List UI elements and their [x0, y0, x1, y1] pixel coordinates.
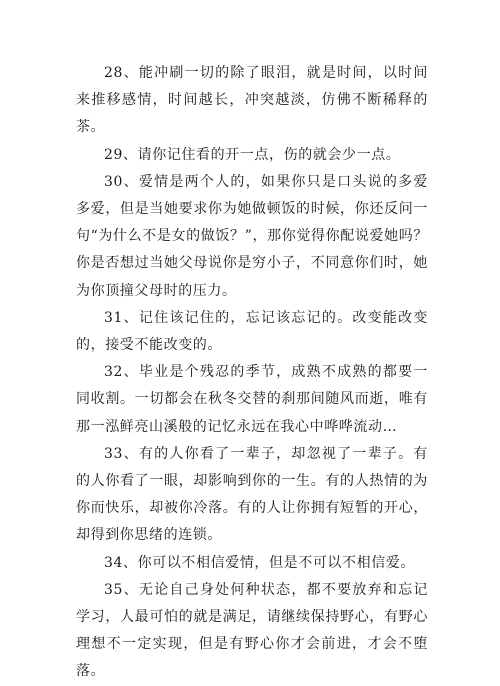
paragraph-34: 34、你可以不相信爱情，但是不可以不相信爱。 — [104, 554, 416, 571]
paragraph-30: 30、爱情是两个人的，如果你只是口头说的多爱多爱，但是当她要求你为她做顿饭的时候，你还反问一句“为什么不是女的做饭？”，那你觉得你配说爱她吗？你是否想过当她父母说你是穷小子，不同意你们时，她为你顶撞父母时的压力。 — [76, 173, 428, 299]
paragraph-31: 31、记住该记住的，忘记该忘记的。改变能改变的，接受不能改变的。 — [76, 309, 428, 354]
paragraph-32: 32、毕业是个残忍的季节，成熟不成熟的都要一同收割。一切都会在秋冬交替的刹那间随风而逝，唯有那一泓鲜亮山溪般的记忆永远在我心中哗哗流动… — [76, 364, 428, 435]
paragraph-29: 29、请你记住看的开一点，伤的就会少一点。 — [104, 146, 401, 163]
paragraph-28: 28、能冲刷一切的除了眼泪，就是时间，以时间来推移感情，时间越长，冲突越淡，仿佛不断稀释的茶。 — [76, 65, 428, 136]
document-body — [76, 60, 428, 686]
paragraph-35: 35、无论自己身处何种状态，都不要放弃和忘记学习，人最可怕的就是满足，请继续保持野心，有野心理想不一定实现，但是有野心你才会前进，才会不堕落。 — [76, 581, 428, 680]
paragraph-33: 33、有的人你看了一辈子，却忽视了一辈子。有的人你看了一眼，却影响到你的一生。有的人热情的为你而快乐，却被你冷落。有的人让你拥有短暂的开心，却得到你思绪的连锁。 — [76, 445, 428, 544]
